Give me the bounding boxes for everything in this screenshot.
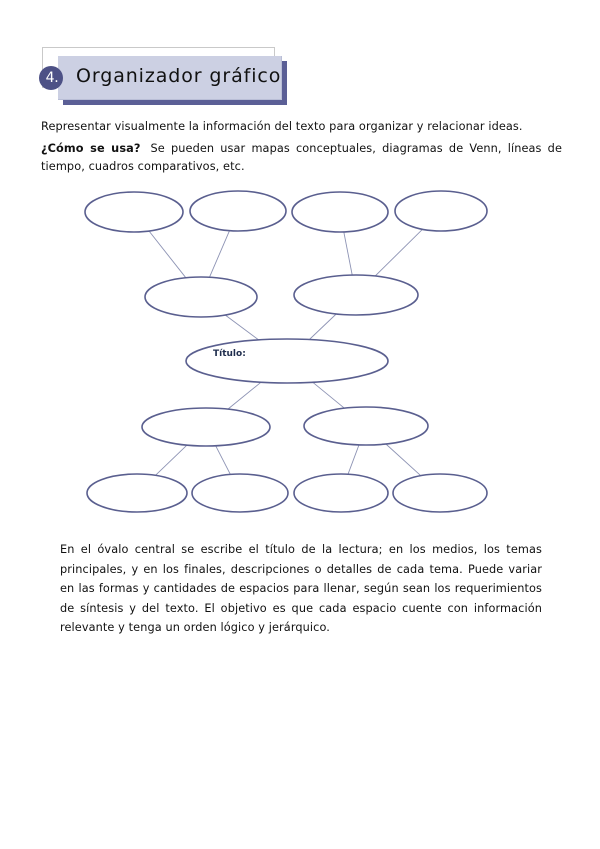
oval-node-mid-left[interactable] [145, 277, 257, 317]
connector-line [309, 314, 336, 340]
howto-label: ¿Cómo se usa? [41, 142, 141, 155]
oval-node-top-1[interactable] [85, 192, 183, 232]
definition-paragraph: Representar visualmente la información del texto para organizar y relacionar ideas. [41, 120, 523, 133]
connector-line [225, 315, 258, 340]
graphic-organizer-diagram [0, 180, 600, 525]
connector-line [375, 229, 422, 276]
connector-line [216, 446, 231, 475]
connector-line [348, 445, 359, 474]
oval-node-bot-2[interactable] [192, 474, 288, 512]
page-title: Organizador gráfico [76, 65, 282, 87]
connector-line [313, 382, 345, 408]
oval-node-bot-3[interactable] [294, 474, 388, 512]
howto-text: Se pueden usar mapas conceptuales, diagramas de Venn, líneas de tiempo, cuadros comparativos, etc. [41, 142, 562, 173]
oval-node-bot-1[interactable] [87, 474, 187, 512]
intro-text-block [41, 118, 562, 180]
oval-label-layer [213, 349, 246, 359]
oval-node-low-right[interactable] [304, 407, 428, 445]
oval-label-center: Título: [213, 349, 246, 359]
section-number-label: 4. [45, 70, 59, 86]
oval-node-top-2[interactable] [190, 191, 286, 231]
connector-line [149, 231, 186, 278]
oval-node-mid-right[interactable] [294, 275, 418, 315]
connector-line [386, 444, 421, 476]
connector-line [228, 382, 261, 409]
concept-map-svg [0, 180, 600, 525]
connector-line [210, 231, 230, 278]
oval-node-low-left[interactable] [142, 408, 270, 446]
oval-node-bot-4[interactable] [393, 474, 487, 512]
howto-paragraph [41, 140, 562, 176]
connector-line [156, 445, 188, 475]
oval-node-top-4[interactable] [395, 191, 487, 231]
closing-text-block [60, 540, 542, 638]
oval-node-top-3[interactable] [292, 192, 388, 232]
oval-node-center[interactable] [186, 339, 388, 383]
closing-paragraph: En el óvalo central se escribe el título de la lectura; en los medios, los temas principales, y en los finales, descripciones o detalles de cada tema. Puede variar en las formas y cantidades de espacios para llenar, según sean los requerimientos de síntesis y del texto. El objetivo es que cada espacio cuente con información relevante y tenga un orden lógico y jerárquico. [60, 543, 542, 634]
section-header [0, 0, 600, 120]
section-number-badge [39, 66, 63, 90]
connector-line [344, 232, 352, 275]
oval-node-layer [85, 191, 487, 512]
